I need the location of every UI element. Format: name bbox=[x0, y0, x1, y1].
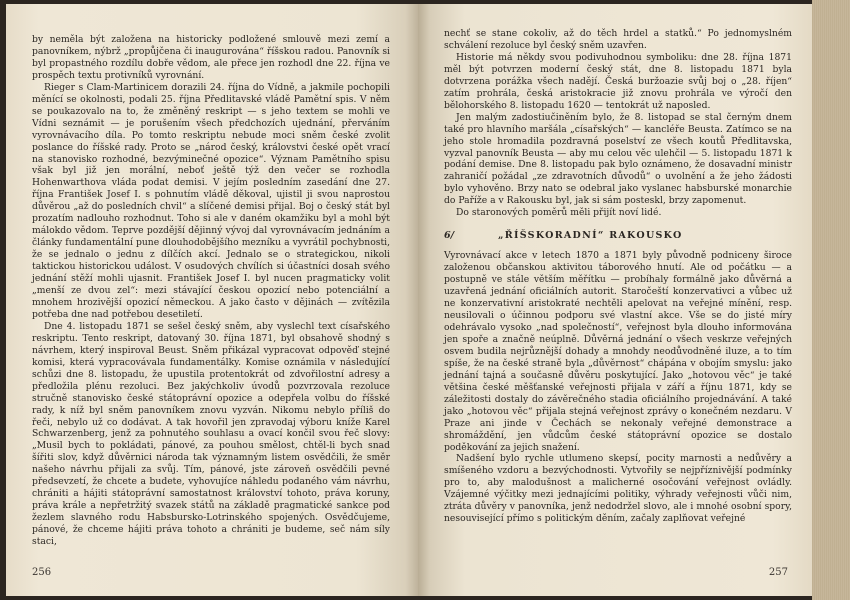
right-paragraph-3: Jen malým zadostiučiněním bylo, že 8. listopad se stal černým dnem také pro hlavního maršála „císařských“ — kancléře Beusta. Zatímco se na jeho stole hromadila pozdravná poselství ze všech koutů Předlitavska, vyzval panovník Beusta — aby mu celou věc ulehčil — 5. listopadu 1871 k podání demise. Dne 8. listopadu pak bylo oznámeno, že dosavadní ministr zahraničí požádal „ze zdravotních důvodů“ o uvolnění a že jeho žádosti bylo vyhověno. Brzy nato se odebral jako vyslanec habsburské monarchie do Paříže a v Rakousku byl, jak si sám posteskl, brzy zapomenut. bbox=[444, 111, 792, 207]
left-page-number: 256 bbox=[32, 567, 52, 578]
section-heading bbox=[444, 230, 792, 241]
section-number: 6/ bbox=[444, 230, 455, 242]
right-paragraph-6: Nadšení bylo rychle utlumeno skepsí, pocity marnosti a nedůvěry a smíšeného vzdoru a bezvýchodnosti. Vytvořily se nejpříznivější podmínky pro to, aby malodušnost a malicherné osočování veřejnost ovládly. Vzájemné výčitky mezi jednajícími politiky, výhrady veřejnosti vůči nim, ztráta důvěry v panovníka, jenž nedodržel slovo, ale i mnohé osobní spory, nesouvisející přímo s politickým děním, začaly zaplňovat veřejné bbox=[444, 453, 792, 525]
right-page bbox=[418, 4, 812, 596]
left-paragraph-2: Rieger s Clam-Martinicem dorazili 24. října do Vídně, a jakmile pochopili měnící se okolnosti, podali 25. října Předlitavské vládě Pamětní spis. V něm se poukazovalo na to, že změněný reskript — s jeho textem se mohli ve Vídni seznámit — je porušením všech předchozích ujednání, přerváním vyrovnávacího díla. Po tomto reskriptu nebude moci sněm české zvolit poslance do říšské rady. Proto se „národ český, královstvi české opět vrací na stanovisko rozhodné, bezvýminečné opozice“. Význam Pamětního spisu však byl již jen morální, neboť ještě týž den večer se rozhodla Hohenwarthova vláda podat demisi. V jejím posledním zasedání dne 27. října František Josef I. s pohnutím vládě děkoval, ujistil ji svou naprostou důvěrou „až do posledních chvil“ a slíčené demisi přijal. Boj o český stát byl prozatím nadlouho rozhodnut. Toho si ale v daném okamžiku byl a mohl být málokdo vědom. Teprve pozdější dějinný vývoj dal vyrovnávacím jednáním a články fundamentální pune dlouhodobějšího mezníku a vyvrátil pochybnosti, že se jednalo o jednu z dílčích akcí. Jednalo se o strategickou, nikoli taktickou historickou událost. V osudových chvílích si účastníci dosah svého jednání stěží mohli ujasnit. František Josef I. byl nucen pragmaticky volit „menší ze dvou zel“: mezi stávající českou opozicí nebo potenciální a mnohem hrozivější opozicí německou. A jako často v dějinách — zvítězila potřeba dne nad potřebou desetiletí. bbox=[32, 81, 390, 320]
left-paragraph-1: by neměla být založena na historicky podložené smlouvě mezi zemí a panovníkem, nýbrž „propůjčena či inaugurována“ říšskou radou. Panovník si byl propastného rozdílu dobře vědom, ale přece jen rozhodl dne 22. října ve prospěch textu protivníků vyrovnání. bbox=[32, 34, 390, 81]
left-page bbox=[6, 4, 418, 596]
page-stack-edge bbox=[812, 0, 850, 600]
section-title: „ŘÍŠSKORADNÍ“ RAKOUSKO bbox=[498, 230, 683, 242]
right-paragraph-4: Do staronových poměrů měli přijít noví lidé. bbox=[456, 207, 662, 219]
right-paragraph-1: nechť se stane cokoliv, až do těch hrdel a statků.“ Po jednomyslném schválení rezoluce byl český sněm uzavřen. bbox=[444, 28, 792, 51]
right-paragraph-5: Vyrovnávací akce v letech 1870 a 1871 byly původně podniceny široce založenou občanskou aktivitou táborového hnutí. Ale od počátku — a postupně ve stále větším měřítku — probíhaly formálně jako důvěrná a uzavřená jednání oficiálních autorit. Staročeští konzervativci a vůbec už ne konzervativní aristokraté nechtěli apelovat na veřejné mínění, resp. neusilovali o účinnou podporu své vlastní akce. Vše se do jisté míry odehrávalo vysoko „nad společností“, veřejnost byla dlouho informována jen spoře a značně neúplně. Důvěrná jednání o všech veskrze veřejných osvem budila nejrůznější dohady a mnohdy neodůvodněné iluze, a to tím spíše, že na české straně byla „důvěrnost“ chápána v obojím smyslu: jako jednání tajná a současně důvěru poskytující. Jako „hotovou věc“ je také většina české měšťanské veřejnosti přijala v září a říjnu 1871, kdy se záležitosti dostaly do závěrečného stadia oficiálního projednávání. A také jako „hotovou věc“ přijala stejná veřejnost zprávy o konečném nezdaru. V Praze ani jinde v Čechách se nekonaly veřejné demonstrace a shromáždění, jen vůdcům české státoprávní opozice se dostalo poděkování za jejich snažení. bbox=[444, 250, 792, 453]
left-paragraph-3: Dne 4. listopadu 1871 se sešel český sněm, aby vyslechl text císařského reskriptu. Tento reskript, datovaný 30. října 1871, byl obsahově shodný s návrhem, který inspiroval Beust. Sněm přikázal vypracovat odpověď stejné komisi, která vypracovávala fundamentálky. Komise oznámila v následující schůzi dne 8. listopadu, že upustila protentokrát od zdvořilostní adresy a předložila plénu rezoluci. Bez jakýchkoliv úvodů pozvrzovala rezoluce stručně stanovisko české státoprávní opozice a odepřela volbu do říšské rady, k níž byl sněm panovníkem znovu vyzván. Nikomu nebylo příliš do řeči, nebylo už co dodávat. A tak hovořil jen zpravodaj výboru kníže Karel Schwarzenberg, jenž za pohnutého souhlasu a ovací končil svou řeč slovy: „Musil bych to pokládati, pánové, za pouhou smělost, chtěl-li bych snad šířiti slov, když důvěrnici národa tak významným listem osvědčili, že směr našeho návrhu přijali za svůj. Tím, pánové, jste zároveň osvědčili pevné předsevzetí, že chcete a budete, vyhovujíce náhledu podaného vám návrhu, chrániti a hájiti státoprávní samostatnost království tohoto, práva koruny, práva krále a nepřetržitý svazek států na základě pragmatické sankce pod žezlem slavného rodu Habsbursko-Lotrinského spojených. Osvědčujeme, pánové, že chceme hájiti práva tohoto a chrániti je budeme, seč nám síly staci, bbox=[32, 320, 390, 548]
right-paragraph-2: Historie má někdy svou podivuhodnou symboliku: dne 28. října 1871 měl být potvrzen moderní český stát, dne 8. listopadu 1871 byla dotvrzena porážka všech nadějí. Česká buržoazie svůj boj o „28. říjen“ zatím prohrála, česká aristokracie již znovu prohrála ve výročí den bělohorského 8. listopadu 1620 — tentokrát už naposled. bbox=[444, 51, 792, 111]
right-page-number: 257 bbox=[768, 567, 788, 578]
